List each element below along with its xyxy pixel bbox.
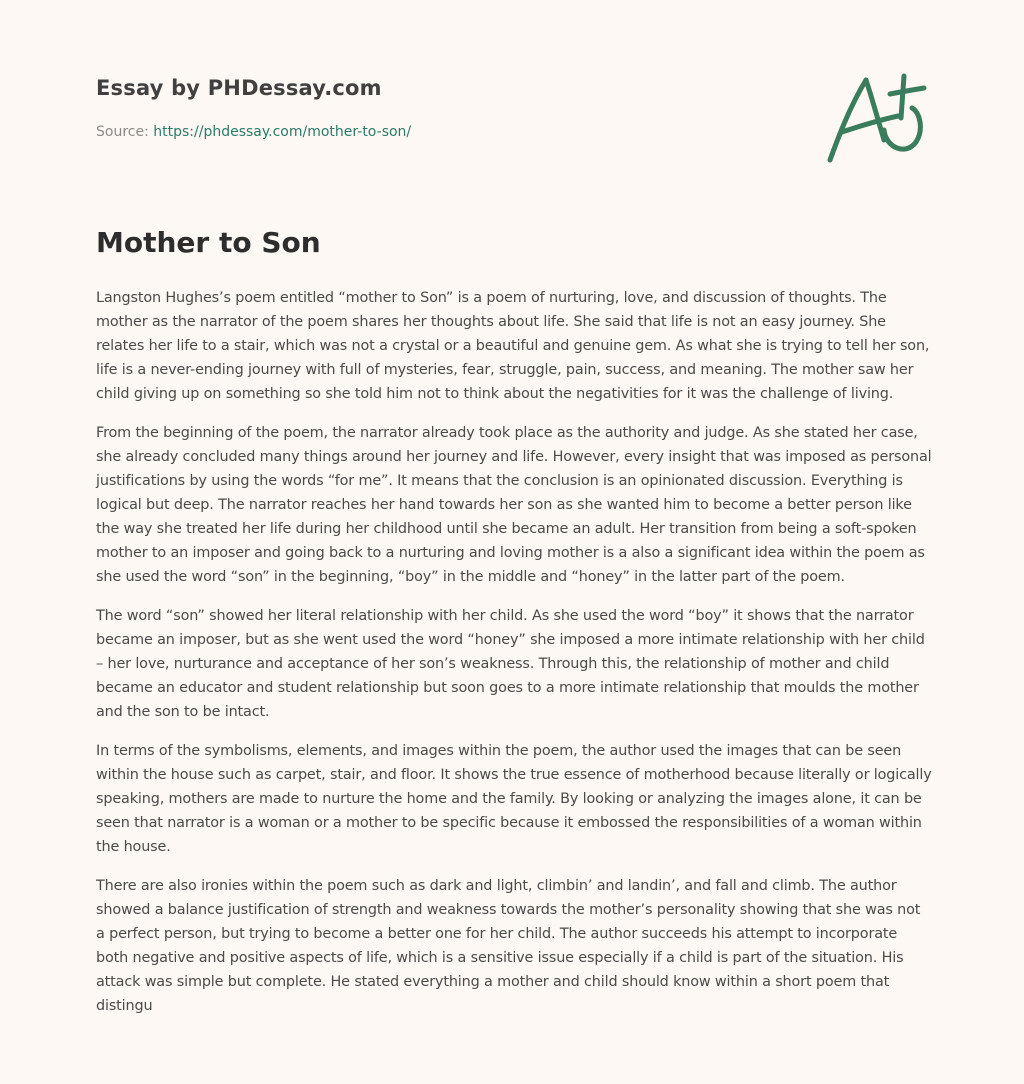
source-link[interactable]: https://phdessay.com/mother-to-son/ (153, 124, 412, 140)
essay-paragraph: In terms of the symbolisms, elements, and images within the poem, the author used the images that can be seen within the house such as carpet, stair, and floor. It shows the true essence of motherhood because literally or logically speaking, mothers are made to nurture the home and the family. By looking or analyzing the images alone, it can be seen that narrator is a woman or a mother to be specific because it embossed the responsibilities of a woman within the house. (96, 743, 932, 855)
essay-paragraph: Langston Hughes’s poem entitled “mother to Son” is a poem of nurturing, love, and discussion of thoughts. The mother as the narrator of the poem shares her thoughts about life. She said that life is not an easy journey. She relates her life to a stair, which was not a crystal or a beautiful and genuine gem. As what she is trying to tell her son, life is a never-ending journey with full of mysteries, fear, struggle, pain, success, and meaning. The mother saw her child giving up on something so she told him not to think about the negativities for it was the challenge of living. (96, 290, 930, 402)
essay-body (96, 286, 932, 1033)
a-plus-logo-icon (820, 68, 930, 168)
essay-paragraph: From the beginning of the poem, the narrator already took place as the authority and judge. As she stated her case, she already concluded many things around her journey and life. However, every insight that was imposed as personal justifications by using the words “for me”. It means that the conclusion is an opinionated discussion. Everything is logical but deep. The narrator reaches her hand towards her son as she wanted him to become a better person like the way she treated her life during her childhood until she became an adult. Her transition from being a soft-spoken mother to an imposer and going back to a nurturing and loving mother is a also a significant idea within the poem as she used the word “son” in the beginning, “boy” in the middle and “honey” in the latter part of the poem. (96, 425, 932, 585)
page-title: Mother to Son (96, 226, 321, 259)
source-line (96, 124, 411, 140)
essay-paragraph: There are also ironies within the poem such as dark and light, climbin’ and landin’, and fall and climb. The author showed a balance justification of strength and weakness towards the mother’s personality showing that she was not a perfect person, but trying to become a better one for her child. The author succeeds his attempt to incorporate both negative and positive aspects of life, which is a sensitive issue especially if a child is part of the situation. His attack was simple but complete. He stated everything a mother and child should know within a short poem that distingu (96, 878, 921, 1014)
source-label: Source: (96, 124, 149, 140)
brand-title: Essay by PHDessay.com (96, 76, 382, 100)
essay-paragraph: The word “son” showed her literal relationship with her child. As she used the word “boy” it shows that the narrator became an imposer, but as she went used the word “honey” she imposed a more intimate relationship with her child – her love, nurturance and acceptance of her son’s weakness. Through this, the relationship of mother and child became an educator and student relationship but soon goes to a more intimate relationship that moulds the mother and the son to be intact. (96, 608, 925, 720)
